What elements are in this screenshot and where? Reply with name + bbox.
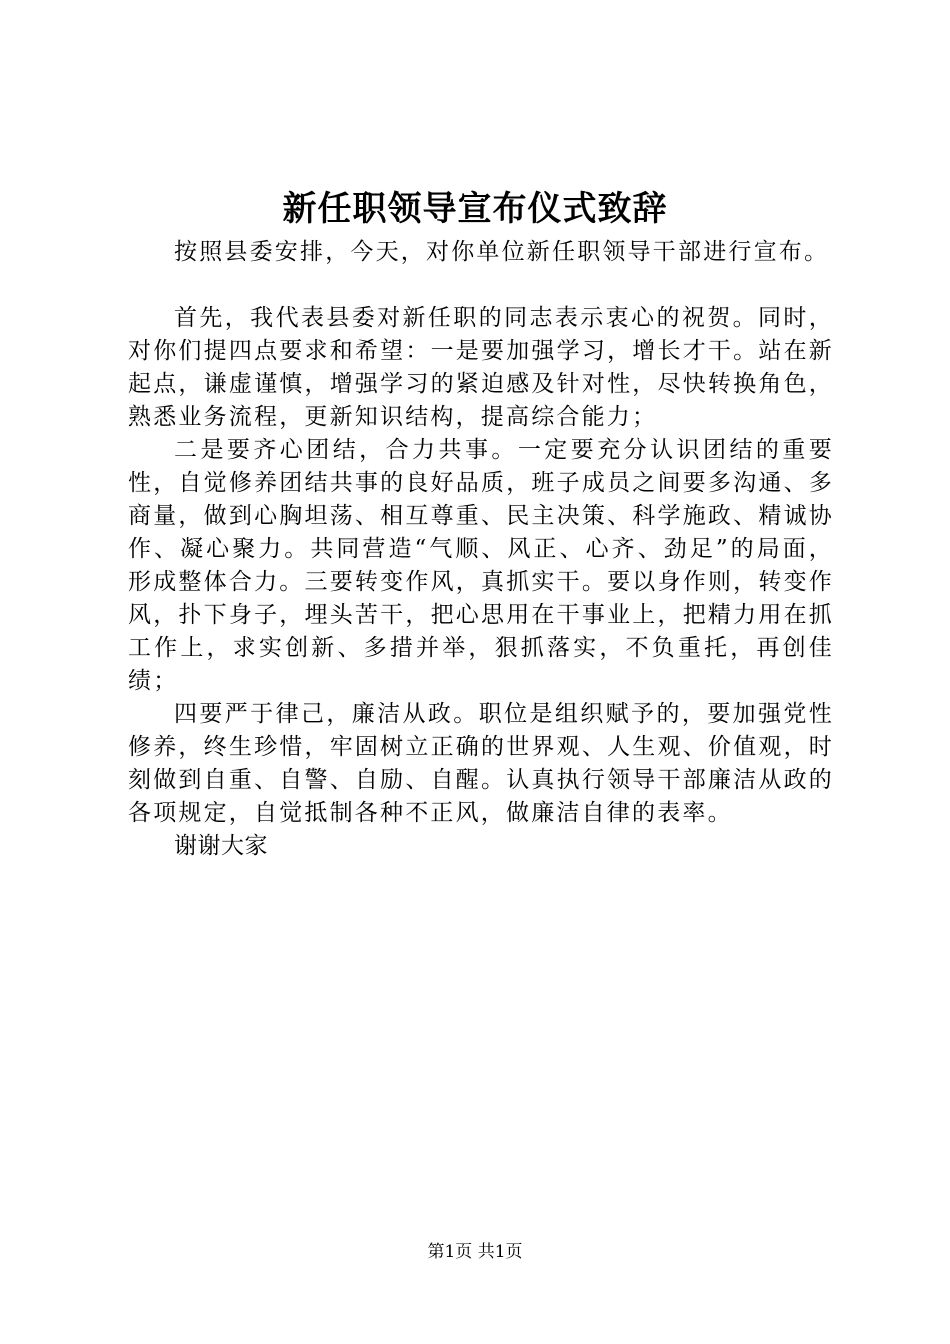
paragraph-intro: 按照县委安排，今天，对你单位新任职领导干部进行宣布。 [174, 239, 830, 265]
paragraph-second-third-requirement: 二是要齐心团结，合力共事。一定要充分认识团结的重要性，自觉修养团结共事的良好品质，班子成员之间要多沟通、多商量，做到心胸坦荡、相互尊重、民主决策、科学施政、精诚协作、凝心聚力。共同营造“气顺、风正、心齐、劲足”的局面，形成整体合力。三要转变作风，真抓实干。要以身作则，转变作风，扑下身子，埋头苦干，把心思用在干事业上，把精力用在抓工作上，求实创新、多措并举，狠抓落实，不负重托，再创佳绩； [128, 437, 834, 694]
paragraph-fourth-requirement: 四要严于律己，廉洁从政。职位是组织赋予的，要加强党性修养，终生珍惜，牢固树立正确的世界观、人生观、价值观，时刻做到自重、自警、自励、自醒。认真执行领导干部廉洁从政的各项规定，自觉抵制各种不正风，做廉洁自律的表率。 [128, 701, 834, 826]
document-title: 新任职领导宣布仪式致辞 [282, 189, 668, 229]
paragraph-first-requirement: 首先，我代表县委对新任职的同志表示衷心的祝贺。同时，对你们提四点要求和希望：一是要加强学习，增长才干。站在新起点，谦虚谨慎，增强学习的紧迫感及针对性，尽快转换角色，熟悉业务流程，更新知识结构，提高综合能力； [128, 305, 834, 430]
closing-remark: 谢谢大家 [174, 833, 268, 859]
page-footer: 第1页 共1页 [427, 1242, 523, 1262]
document-body [128, 236, 834, 863]
